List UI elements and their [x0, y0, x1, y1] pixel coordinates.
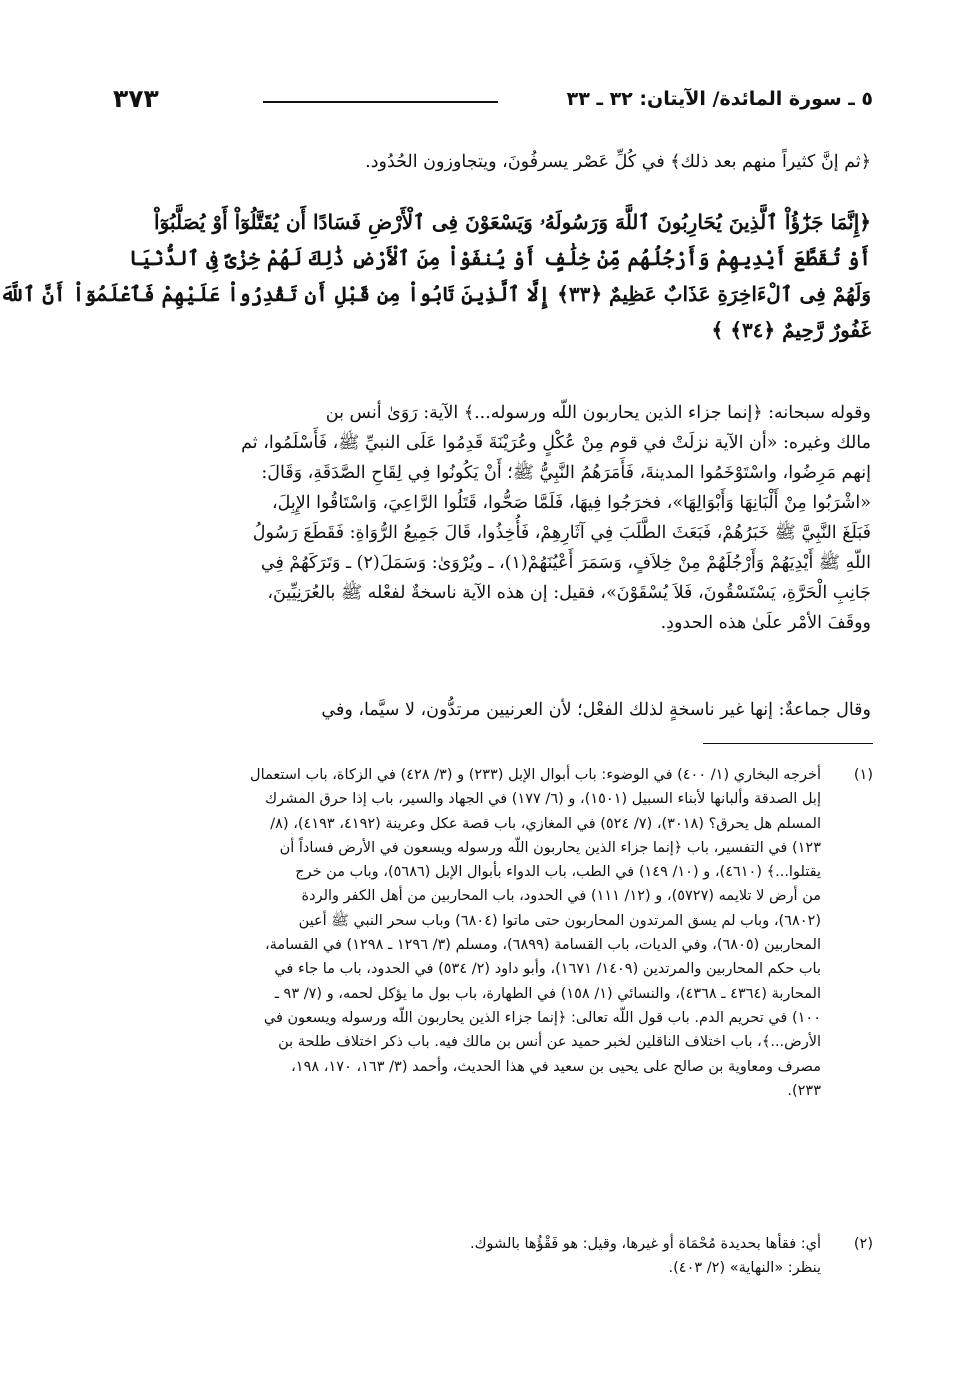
footnote-line: المسلم هل يحرق؟ (٣٠١٨)، (٧/ ٥٢٤) في المغازي، باب قصة عكل وعرينة (٤١٩٢، ٤١٩٣)، (٨/ — [270, 815, 821, 832]
footnote-line: باب حكم المحاربين والمرتدين (١٤٠٩/ ١٦٧١)، وأبو داود (٢/ ٥٣٤) في الحدود، باب ما جاء في — [274, 961, 821, 978]
quran-line: غَفُورٌ رَّحِيمٌ ﴿٣٤﴾ ﴾ — [711, 318, 871, 342]
footnote-number: (١) — [853, 767, 873, 783]
paragraph-line: مالك وغيره: «أن الآية نزلَتْ في قوم مِنْ عُكْلٍ وعُرَيْنَةَ قَدِمُوا عَلَى النبيِّ ﷺ، فَأَسْلَمُوا، ثم — [241, 433, 871, 453]
page-number: ٣٧٣ — [113, 84, 159, 113]
quran-line: ﴿إِنَّمَا جَزَٰٓؤُاْ ٱلَّذِينَ يُحَارِبُونَ ٱللَّهَ وَرَسُولَهُۥ وَيَسْعَوْنَ فِى ٱلْأَرْضِ فَسَادًا أَن يُقَتَّلُوٓاْ أَوْ يُصَلَّبُوٓاْ — [154, 210, 871, 234]
footnote-line: إبل الصدقة وألبانها لأبناء السبيل (١٥٠١)، و (٦/ ١٧٧) في الجهاد والسير، باب إذا حرق المشرك — [265, 791, 821, 808]
paragraph-line: إنهم مَرِضُوا، واسْتَوْخَمُوا المدينةَ، فَأَمَرَهُمُ النَّبِيُّ ﷺ؛ أَنْ يَكُونُوا فِي لِقَاحِ الصَّدَقَةِ، وَقَالَ: — [261, 463, 871, 483]
footnote-line: أخرجه البخاري (١/ ٤٠٠) في الوضوء: باب أبوال الإبل (٢٣٣) و (٣/ ٤٢٨) في الزكاة، باب استعمال — [250, 767, 821, 783]
footnote-line: المحاربين (٦٨٠٥)، وفي الديات، باب القسامة (٦٨٩٩)، ومسلم (٣/ ١٢٩٦ ـ ١٢٩٨) في القسامة، — [264, 937, 821, 954]
paragraph-line: «اشْرَبُوا مِنْ أَلْبَانِهَا وَأَبْوَالِهَا»، فخرَجُوا فِيهَا، فَلَمَّا صَحُّوا، قَتَلُوا الرَّاعِيَ، وَاسْتَاقُوا الإِبِلَ، — [271, 493, 871, 513]
running-title: ٥ ـ سورة المائدة/ الآيتان: ٣٢ ـ ٣٣ — [566, 88, 873, 110]
page-header — [113, 84, 873, 116]
footnote-separator — [703, 743, 873, 744]
footnote-line: يقتلوا...﴾ (٤٦١٠)، و (١٠/ ١٤٩) في الطب، باب الدواء بأبوال الإبل (٥٦٨٦)، وباب من خرج — [295, 864, 821, 881]
footnote-line: المحاربة (٤٣٦٤ ـ ٤٣٦٨)، والنسائي (١/ ١٥٨) في الطهارة، باب بول ما يؤكل لحمه، و (٧/ ٩٣ ـ — [274, 985, 821, 1002]
footnote-body — [113, 1232, 821, 1281]
footnote-2 — [113, 1232, 873, 1281]
paragraph-line: فَبَلَغَ النَّبِيَّ ﷺ خَبَرُهُمْ، فَبَعَثَ الطَّلَبَ فِي آثَارِهِمْ، فَأُخِذُوا، قَالَ جَمِيعُ الرُّوَاةِ: فَقَطَعَ رَسُولُ — [252, 523, 871, 543]
footnote-number: (٢) — [853, 1236, 873, 1252]
commentary-paragraph-2: وقال جماعةٌ: إنها غير ناسخةٍ لذلك الفعْل؛ لأن العرنيين مرتدُّون، لا سيَّما، وفي — [321, 700, 871, 720]
paragraph-line: جَانِبِ الْحَرَّةِ، يَسْتَسْقُونَ، فَلاَ يُسْقَوْنَ»، فقيل: إن هذه الآية ناسخةٌ لفعْله ﷺ بالعُرَنِيِّينَ، — [267, 583, 871, 603]
quran-line: وَلَهُمْ فِى ٱلْءَاخِرَةِ عَذَابٌ عَظِيمٌ ﴿٣٣﴾ إِلَّا ٱلَّذِينَ تَابُواْ مِن قَبْلِ أَن تَقْدِرُواْ عَلَيْهِمْ فَٱعْلَمُوٓاْ أَنَّ ٱللَّهَ — [0, 282, 871, 306]
footnote-line: ١٠٠) في تحريم الدم. باب قول اللّه تعالى: ﴿إنما جزاء الذين يحاربون اللّه ورسوله ويسعون في — [263, 1009, 821, 1026]
paragraph-line: اللّهِ ﷺ أَيْدِيَهُمْ وَأَرْجُلَهُمْ مِنْ خِلاَفٍ، وَسَمَرَ أَعْيُنَهُمْ(١)، ـ ويُرْوَىٰ: وَسَمَلَ(٢) ـ وَتَرَكَهُمْ فِي — [260, 553, 871, 573]
paragraph-line: وقوله سبحانه: ﴿إنما جزاء الذين يحاربون اللّه ورسوله...﴾ الآية: رَوَىٰ أنس بن — [325, 403, 871, 423]
footnote-line: ٢٣٣). — [787, 1082, 821, 1099]
footnote-body — [113, 763, 821, 1103]
footnote-1 — [113, 763, 873, 1103]
quran-line: أَوْ تُقَطَّعَ أَيْدِيهِمْ وَأَرْجُلُهُم مِّنْ خِلَٰفٍ أَوْ يُنفَوْاْ مِنَ ٱلْأَرْضِ ذَٰلِكَ لَهُمْ خِزْىٌ فِى ٱلدُّنْيَا — [128, 246, 871, 270]
quran-verse-block — [0, 204, 871, 348]
header-rule — [263, 101, 498, 103]
footnote-line: الأرض...﴾، باب اختلاف الناقلين لخبر حميد عن أنس بن مالك فيه. باب ذكر اختلاف طلحة بن — [278, 1034, 821, 1051]
paragraph-line: ووقَفَ الأمْر علَىٰ هذه الحدودِ. — [660, 613, 871, 633]
footnote-line: ١٢٣) في التفسير، باب ﴿إنما جزاء الذين يحاربون اللّه ورسوله ويسعون في الأرض فساداً أن — [279, 839, 821, 856]
footnote-line: ينظر: «النهاية» (٢/ ٤٠٣). — [668, 1260, 821, 1277]
commentary-paragraph — [113, 398, 871, 638]
footnote-line: أي: فقأها بحديدة مُحْمَاة أو غيرها، وقيل: هو فَقْؤُها بالشوك. — [470, 1236, 821, 1252]
footnote-line: من أرض لا تلايمه (٥٧٢٧)، و (١٢/ ١١١) في الحدود، باب المحاربين من أهل الكفر والردة — [301, 888, 821, 905]
intro-line: ﴿ثم إنَّ كثيراً منهم بعد ذلك﴾ في كُلِّ عَصْر يسرفُونَ، ويتجاوزون الحُدُود. — [365, 152, 871, 172]
footnote-line: مصرف ومعاوية بن صالح على يحيى بن سعيد في هذا الحديث، وأحمد (٣/ ١٦٣، ١٧٠، ١٩٨، — [291, 1058, 821, 1075]
footnote-line: (٦٨٠٢)، وباب لم يسق المرتدون المحاربون حتى ماتوا (٦٨٠٤) وباب سحر النبي ﷺ أعين — [298, 912, 821, 929]
